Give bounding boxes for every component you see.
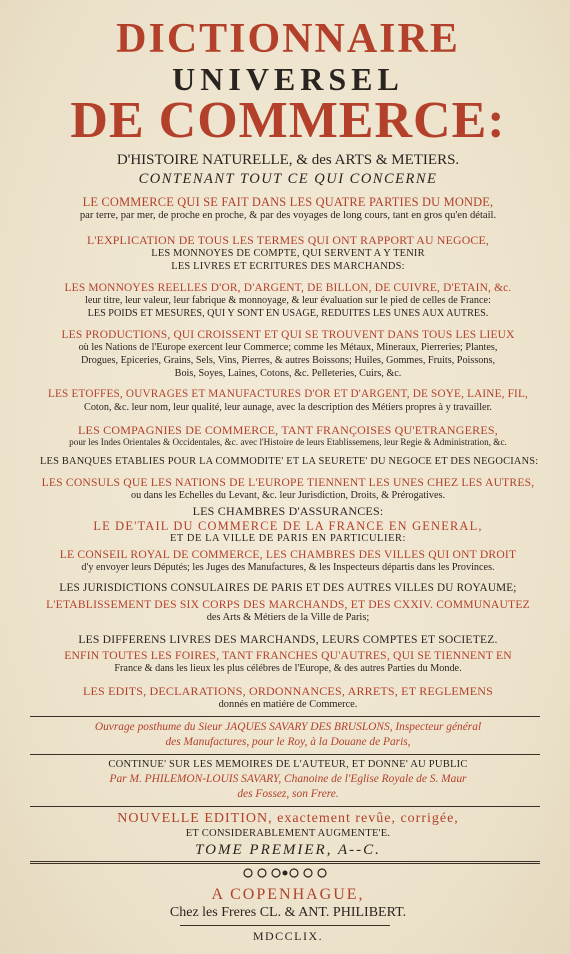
section-16-text: donnés en matiére de Commerce. [218,699,358,710]
section-6-text: pour les Indes Orientales & Occidentales, &c. avec l'Histoire de leurs Etablissemens, leur Regie & Administration, &c. [69,437,507,447]
separator-rule-3 [30,806,540,807]
author-line-1: Ouvrage posthume du Sieur JAQUES SAVARY DES BRUSLONS, Inspecteur général [94,721,482,733]
section-10-text: ET DE LA VILLE DE PARIS EN PARTICULIER: [169,533,407,544]
section-8-text: ou dans les Echelles du Levant, &c. leur Jurisdiction, Droits, & Prérogatives. [130,490,446,501]
section-4-heading: LES PRODUCTIONS, QUI CROISSENT ET QUI SE TROUVENT DANS TOUS LES LIEUX [61,329,515,341]
section-4-text-1: où les Nations de l'Europe exercent leur Commerce; comme les Métaux, Mineraux, Pierreries; Plantes, [78,342,498,353]
section-9-text: LES CHAMBRES D'ASSURANCES: [192,504,384,518]
section-12-text: LES JURISDICTIONS CONSULAIRES DE PARIS ET DES AUTRES VILLES DU ROYAUME; [59,582,517,594]
separator-rule-4 [180,925,390,926]
separator-rule-double [30,861,540,864]
section-2-heading: L'EXPLICATION DE TOUS LES TERMES QUI ONT RAPPORT AU NEGOCE, [86,233,490,247]
section-8-heading: LES CONSULS QUE LES NATIONS DE L'EUROPE TIENNENT LES UNES CHEZ LES AUTRES, [41,476,535,489]
title-line-1: DICTIONNAIRE [116,16,460,62]
author-line-2: des Manufactures, pour le Roy, à la Douane de Paris, [165,736,411,748]
imprint-printers: Chez les Freres CL. & ANT. PHILIBERT. [169,905,407,920]
subtitle-line-1: D'HISTOIRE NATURELLE, & des ARTS & METIERS. [116,152,460,168]
title-line-2: UNIVERSEL [172,61,404,97]
section-5-text: Coton, &c. leur nom, leur qualité, leur aunage, avec la description des Métiers propres à y travailler. [84,402,492,413]
section-14-text: LES DIFFERENS LIVRES DES MARCHANDS, LEURS COMPTES ET SOCIETEZ. [78,633,498,646]
section-1-heading: LE COMMERCE QUI SE FAIT DANS LES QUATRE PARTIES DU MONDE, [82,195,494,209]
continuator-line-2: Par M. PHILEMON-LOUIS SAVARY, Chanoine de l'Eglise Royale de S. Maur [109,773,467,785]
separator-rule-1 [30,716,540,717]
imprint-year: MDCCLIX. [252,929,324,943]
section-7-text: LES BANQUES ETABLIES POUR LA COMMODITE' ET LA SEURETE' DU NEGOCE ET DES NEGOCIANS: [40,456,539,467]
separator-rule-2 [30,754,540,755]
section-3-text-1: leur titre, leur valeur, leur fabrique & monnoyage, & leur évaluation sur le pied de celles de France: [85,295,491,306]
edition-line-2: ET CONSIDERABLEMENT AUGMENTE'E. [185,828,391,839]
imprint-city: A COPENHAGUE, [211,886,365,903]
section-13-heading: L'ETABLISSEMENT DES SIX CORPS DES MARCHANDS, ET DES CXXIV. COMMUNAUTEZ [46,598,530,611]
section-2-text-2: LES LIVRES ET ECRITURES DES MARCHANDS: [171,261,405,272]
continuator-line-1: CONTINUE' SUR LES MEMOIRES DE L'AUTEUR, ET DONNE' AU PUBLIC [108,759,468,770]
section-16-heading: LES EDITS, DECLARATIONS, ORDONNANCES, ARRETS, ET REGLEMENS [82,684,494,698]
section-3-heading: LES MONNOYES REELLES D'OR, D'ARGENT, DE BILLON, DE CUIVRE, D'ETAIN, &c. [64,282,512,294]
section-6-heading: LES COMPAGNIES DE COMMERCE, TANT FRANÇOISES QU'ETRANGERES, [78,423,498,437]
section-3-text-2: LES POIDS ET MESURES, QUI Y SONT EN USAGE, REDUITES LES UNES AUX AUTRES. [87,308,489,319]
section-11-text: d'y envoyer leurs Députés; les Juges des Manufactures, & les Inspecteurs départis dans les Provinces. [81,562,495,573]
section-1-text: par terre, par mer, de proche en proche, & par des voyages de long cours, tant en gros qu'en détail. [79,210,497,221]
section-11-heading: LE CONSEIL ROYAL DE COMMERCE, LES CHAMBRES DES VILLES QUI ONT DROIT [59,548,517,561]
printer-ornament-icon [240,866,330,880]
title-line-3: DE COMMERCE: [70,92,506,149]
tome-line: TOME PREMIER, A--C. [195,842,381,858]
section-5-heading: LES ETOFFES, OUVRAGES ET MANUFACTURES D'OR ET D'ARGENT, DE SOYE, LAINE, FIL, [47,388,528,400]
section-4-text-2: Drogues, Epiceries, Grains, Sels, Vins, Pierres, & autres Boissons; Huiles, Gommes, Fruits, Poissons, [80,355,496,366]
edition-line-1: NOUVELLE EDITION, exactement revûe, corrigée, [117,811,459,826]
section-15-text: France & dans les lieux les plus célébres de l'Europe, & des autres Parties du Monde. [114,663,462,674]
continuator-line-3: des Fossez, son Frere. [237,788,339,800]
section-13-text: des Arts & Métiers de la Ville de Paris; [206,612,370,623]
subtitle-line-2: CONTENANT TOUT CE QUI CONCERNE [138,171,438,187]
section-2-text-1: LES MONNOYES DE COMPTE, QUI SERVENT A Y TENIR [151,248,425,259]
section-4-text-3: Bois, Soyes, Laines, Cotons, &c. Pelleteries, Cuirs, &c. [174,368,402,379]
section-15-heading: ENFIN TOUTES LES FOIRES, TANT FRANCHES QU'AUTRES, QUI SE TIENNENT EN [64,649,512,662]
section-10-heading: LE DE'TAIL DU COMMERCE DE LA FRANCE EN GENERAL, [93,519,483,533]
